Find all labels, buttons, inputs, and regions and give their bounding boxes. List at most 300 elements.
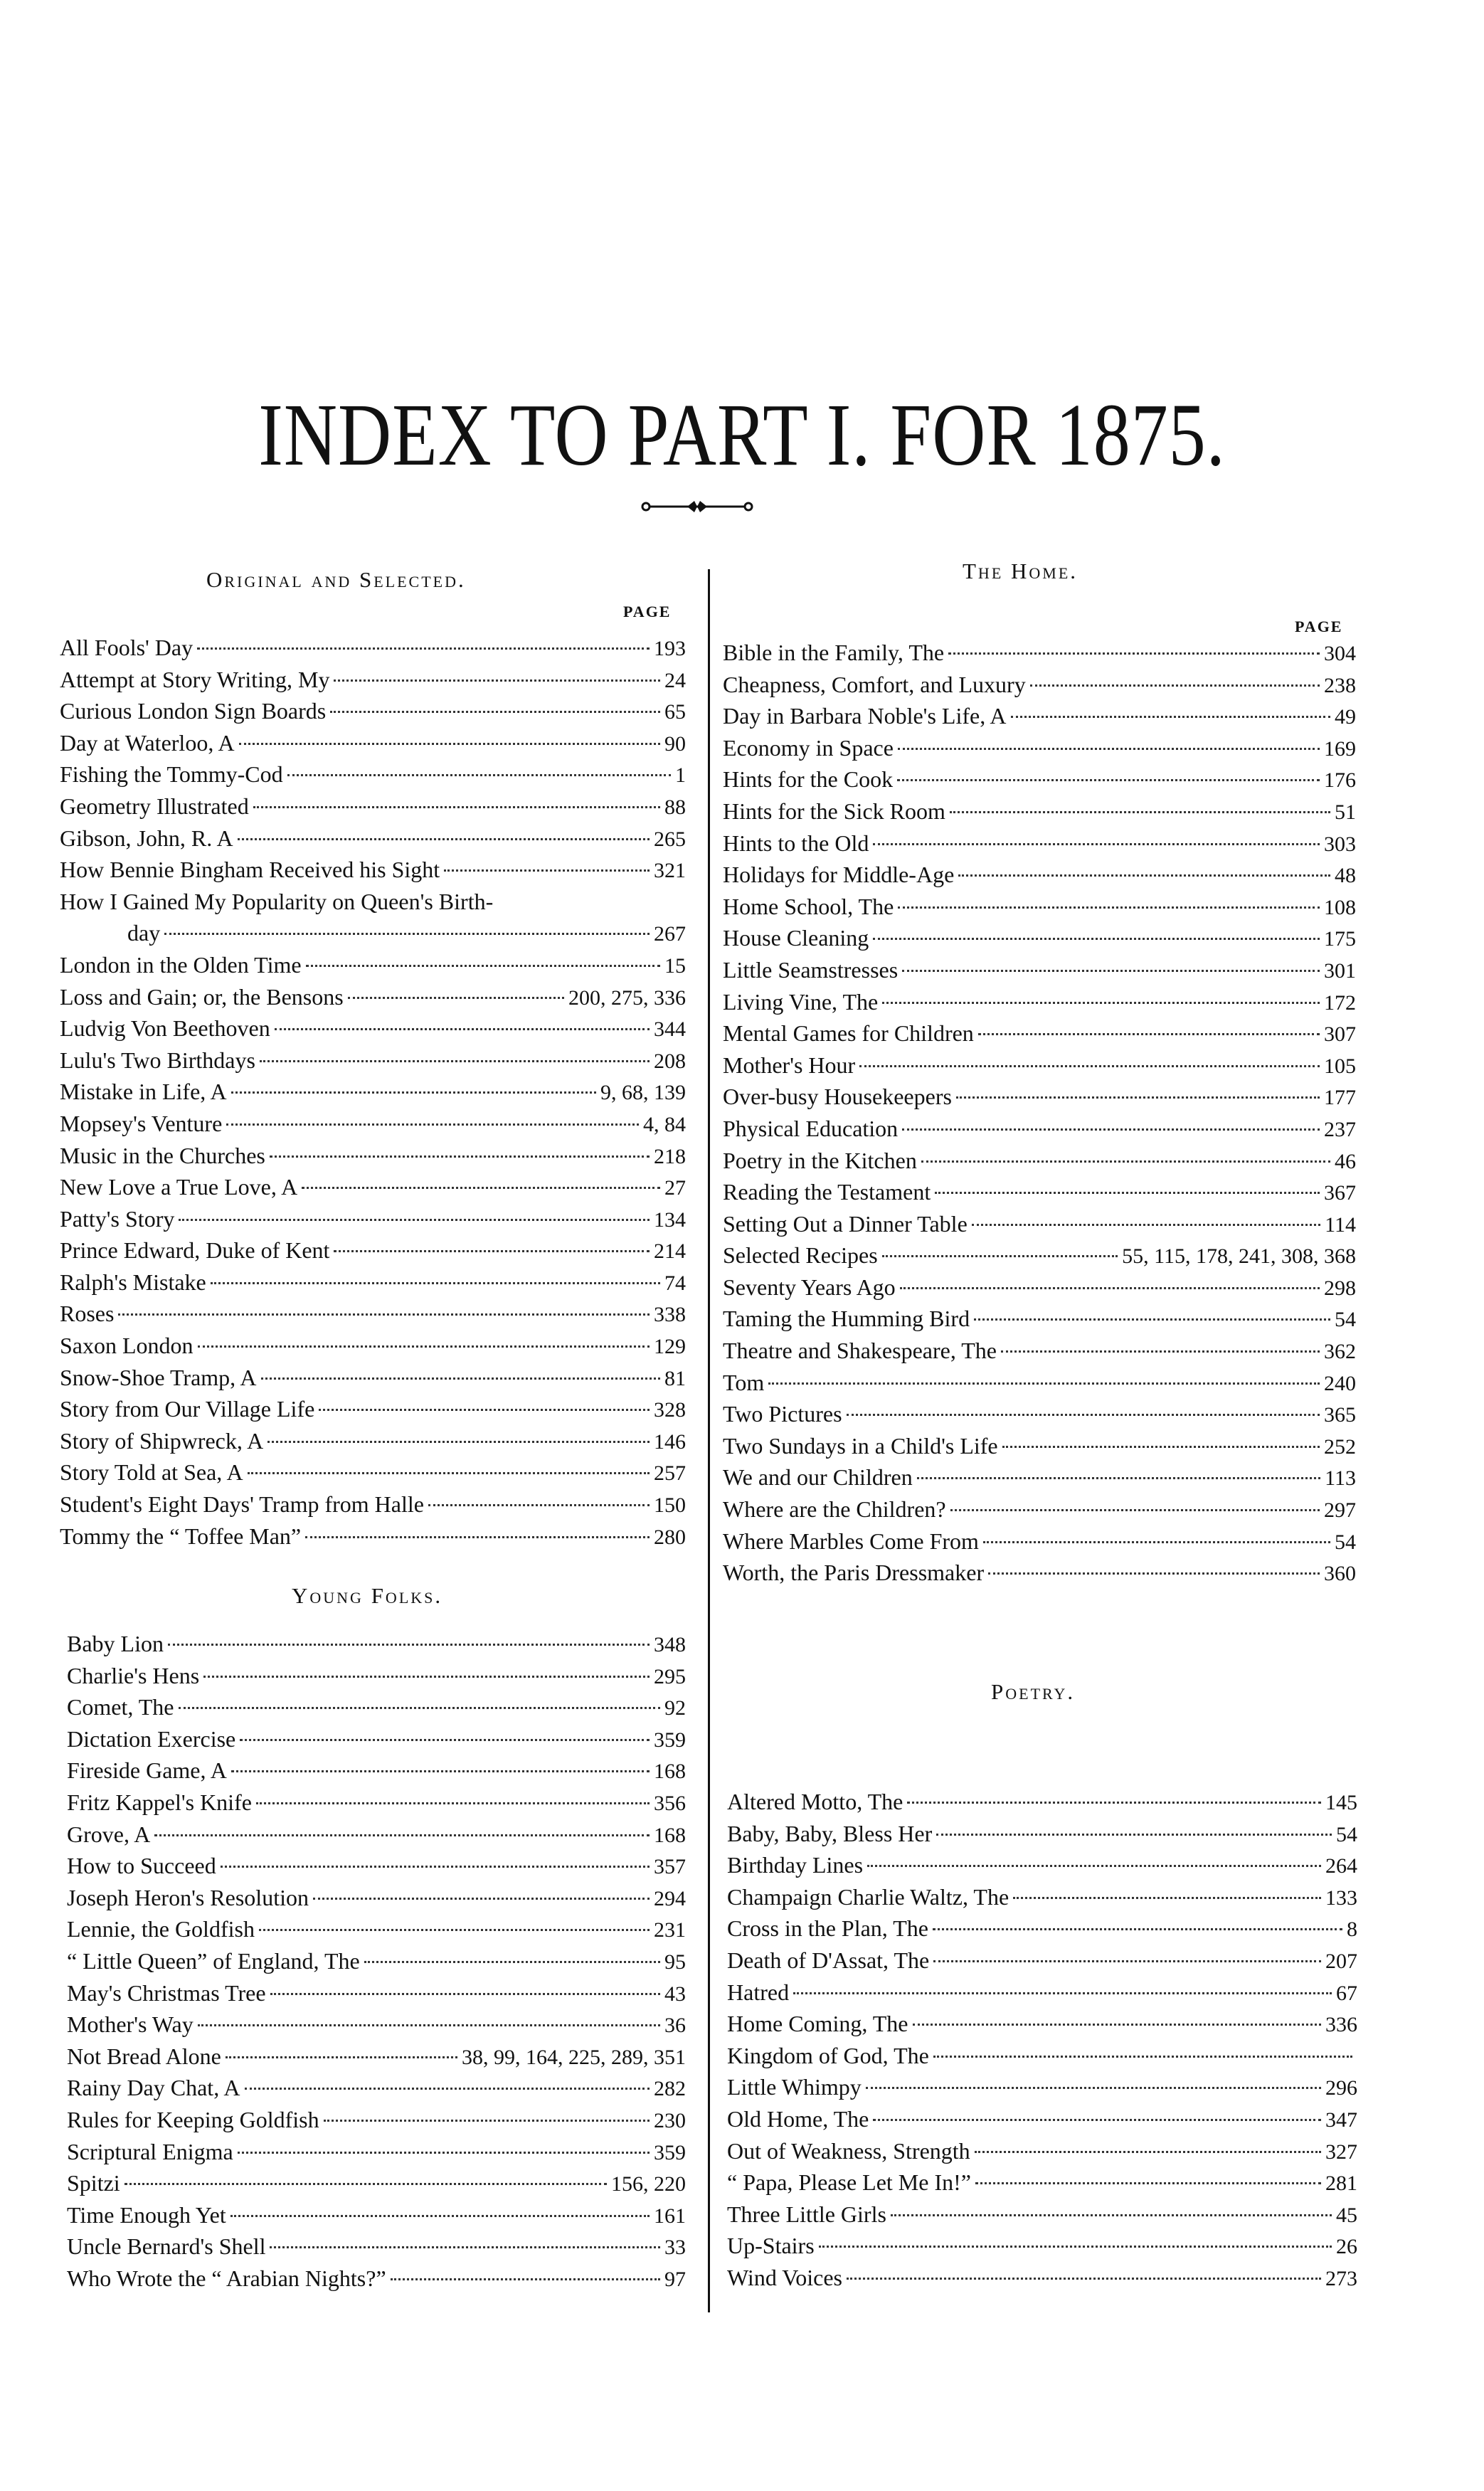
dot-leader [248, 1472, 650, 1474]
dot-leader [306, 965, 660, 967]
dot-leader [972, 1224, 1320, 1226]
entry-title: Day in Barbara Noble's Life, A [723, 703, 1007, 729]
entry-page-number: 90 [664, 731, 686, 756]
entry-page-number: 108 [1324, 895, 1356, 919]
entry-title: Cross in the Plan, The [727, 1915, 928, 1942]
entry-page-number: 231 [654, 1918, 686, 1942]
index-entry [723, 1017, 1356, 1049]
index-entry [67, 1882, 686, 1914]
dot-leader [238, 838, 650, 840]
entry-page-number: 214 [654, 1239, 686, 1264]
entry-title: Who Wrote the “ Arabian Nights?” [67, 2265, 386, 2291]
dot-leader [768, 1382, 1320, 1385]
dot-leader [348, 997, 564, 999]
dot-leader [444, 869, 650, 872]
entry-page-number: 359 [654, 2140, 686, 2164]
index-entry [67, 1787, 686, 1819]
section-heading-original: Original and Selected. [206, 567, 466, 592]
young-folks-index-list [67, 1628, 686, 2294]
index-entry [60, 1456, 686, 1488]
ornament-divider [640, 498, 754, 515]
dot-leader [950, 1509, 1320, 1511]
index-entry [67, 2263, 686, 2295]
dot-leader [197, 647, 650, 650]
index-entry [67, 2009, 686, 2041]
entry-title: Grove, A [67, 1821, 151, 1847]
entry-title: Three Little Girls [727, 2201, 886, 2227]
entry-page-number: 105 [1324, 1054, 1356, 1078]
dot-leader [847, 1414, 1320, 1416]
entry-page-number: 15 [664, 953, 686, 978]
dot-leader [231, 1091, 596, 1094]
entry-title: Tom [723, 1369, 765, 1395]
entry-page-number: 24 [664, 668, 686, 692]
index-entry [723, 1239, 1356, 1271]
entry-title: Ralph's Mistake [60, 1269, 206, 1295]
dot-leader [302, 1187, 660, 1189]
dot-leader [898, 748, 1320, 750]
entry-page-number: 26 [1336, 2235, 1357, 2259]
entry-page-number: 4, 84 [643, 1112, 686, 1136]
dot-leader [287, 774, 671, 776]
index-entry [727, 2071, 1357, 2103]
entry-page-number: 49 [1335, 705, 1356, 729]
entry-page-number: 298 [1324, 1276, 1356, 1300]
dot-leader [882, 1002, 1320, 1004]
entry-title: Economy in Space [723, 734, 894, 761]
dot-leader [428, 1504, 650, 1506]
dot-leader [859, 1065, 1320, 1067]
dot-leader [364, 1961, 660, 1963]
index-entry [723, 1049, 1356, 1081]
dot-leader [226, 1123, 639, 1126]
dot-leader [154, 1834, 650, 1836]
entry-page-number: 92 [664, 1696, 686, 1720]
entry-page-number: 54 [1335, 1530, 1356, 1554]
entry-page-number: 88 [664, 795, 686, 819]
entry-title: Taming the Humming Bird [723, 1306, 970, 1332]
dot-leader [334, 679, 660, 682]
dot-leader [1001, 1350, 1320, 1353]
index-entry [723, 859, 1356, 891]
dot-leader [1030, 684, 1320, 687]
index-entry [727, 2262, 1357, 2294]
entry-page-number: 175 [1324, 927, 1356, 951]
entry-page-number: 280 [654, 1525, 686, 1549]
entry-page-number: 45 [1336, 2203, 1357, 2227]
dot-leader [873, 2119, 1321, 2121]
index-entry [727, 2103, 1357, 2135]
dot-leader [847, 2278, 1321, 2280]
entry-page-number: 33 [664, 2236, 686, 2260]
index-entry [727, 1977, 1357, 2009]
index-entry [60, 632, 686, 664]
entry-title: Home School, The [723, 893, 894, 919]
entry-title: Loss and Gain; or, the Bensons [60, 983, 344, 1010]
home-index-list [723, 637, 1356, 1589]
entry-page-number: 218 [654, 1144, 686, 1168]
entry-page-number: 365 [1324, 1403, 1356, 1427]
entry-title: Little Seamstresses [723, 956, 899, 983]
index-entry [723, 1525, 1356, 1557]
entry-page-number: 43 [664, 1982, 686, 2006]
entry-title: Curious London Sign Boards [60, 698, 327, 724]
page-column-label: PAGE [623, 603, 672, 620]
entry-page-number: 208 [654, 1049, 686, 1073]
index-entry [67, 2167, 686, 2199]
dot-leader [950, 811, 1330, 813]
dot-leader [933, 2056, 1352, 2058]
dot-leader [260, 1060, 650, 1062]
entry-title: How Bennie Bingham Received his Sight [60, 857, 440, 883]
index-entry [60, 1488, 686, 1520]
entry-page-number: 301 [1324, 958, 1356, 983]
dot-leader [230, 2215, 650, 2217]
dot-leader [124, 2183, 607, 2185]
dot-leader [118, 1313, 650, 1316]
index-entry [723, 795, 1356, 827]
index-entry [727, 2230, 1357, 2262]
index-entry [60, 1330, 686, 1362]
dot-leader [259, 1929, 650, 1931]
entry-title: Kingdom of God, The [727, 2042, 929, 2068]
dot-leader [975, 2182, 1321, 2184]
entry-page-number: 146 [654, 1429, 686, 1454]
entry-title: Old Home, The [727, 2105, 869, 2132]
dot-leader [319, 1409, 650, 1411]
index-entry [67, 1945, 686, 1977]
index-entry [67, 1850, 686, 1882]
entry-title: Baby, Baby, Bless Her [727, 1820, 933, 1846]
index-entry [67, 1628, 686, 1660]
index-entry [727, 2199, 1357, 2231]
entry-page-number: 304 [1324, 642, 1356, 665]
entry-page-number: 65 [664, 700, 686, 724]
entry-page-number: 51 [1335, 800, 1356, 824]
entry-title: Theatre and Shakespeare, The [723, 1338, 997, 1364]
entry-title: Setting Out a Dinner Table [723, 1210, 968, 1237]
entry-page-number: 150 [654, 1493, 686, 1518]
entry-page-number: 55, 115, 178, 241, 308, 368 [1122, 1244, 1356, 1269]
dot-leader [198, 1345, 650, 1348]
entry-title: Not Bread Alone [67, 2043, 221, 2069]
entry-title: Hints for the Cook [723, 766, 894, 793]
entry-title: Bible in the Family, The [723, 640, 945, 665]
entry-page-number: 168 [654, 1823, 686, 1847]
index-entry [67, 2199, 686, 2231]
index-entry [67, 1819, 686, 1851]
entry-title: Day at Waterloo, A [60, 729, 235, 756]
index-entry [723, 1493, 1356, 1525]
index-entry [60, 1234, 686, 1266]
entry-title: Two Pictures [723, 1401, 842, 1427]
index-entry [60, 1076, 686, 1108]
entry-page-number: 328 [654, 1398, 686, 1422]
entry-title: Attempt at Story Writing, My [60, 666, 330, 692]
entry-title: Two Sundays in a Child's Life [723, 1432, 998, 1459]
entry-title: Story from Our Village Life [60, 1396, 315, 1422]
entry-title: Little Whimpy [727, 2074, 862, 2100]
entry-page-number: 177 [1324, 1086, 1356, 1110]
entry-page-number: 54 [1335, 1308, 1356, 1332]
entry-title: Physical Education [723, 1115, 899, 1141]
index-entry [67, 1660, 686, 1692]
index-entry [727, 1945, 1357, 1977]
entry-page-number: 281 [1325, 2172, 1357, 2196]
entry-title: Lennie, the Goldfish [67, 1916, 255, 1942]
entry-title: How I Gained My Popularity on Queen's Birth- [60, 888, 494, 914]
dot-leader [198, 2024, 660, 2026]
entry-page-number: 295 [654, 1664, 686, 1688]
dot-leader [330, 711, 660, 713]
index-entry [727, 1786, 1357, 1818]
dot-leader [391, 2278, 660, 2280]
entry-page-number: 252 [1324, 1434, 1356, 1459]
index-entry [723, 1303, 1356, 1335]
entry-title: Out of Weakness, Strength [727, 2137, 970, 2164]
entry-page-number: 129 [654, 1335, 686, 1359]
index-entry [67, 1977, 686, 2009]
dot-leader [978, 1033, 1320, 1035]
index-entry [727, 1849, 1357, 1881]
dot-leader [324, 2120, 650, 2122]
entry-title: Gibson, John, R. A [60, 825, 233, 851]
dot-leader [921, 1160, 1330, 1163]
dot-leader [313, 1898, 650, 1900]
section-heading-young-folks: Young Folks. [292, 1583, 443, 1608]
index-entry [727, 2167, 1357, 2199]
dot-leader [164, 933, 650, 935]
dot-leader [793, 1992, 1332, 1994]
entry-page-number: 296 [1325, 2076, 1357, 2100]
dot-leader [203, 1676, 650, 1678]
index-entry [723, 637, 1356, 669]
entry-title: Charlie's Hens [67, 1662, 200, 1688]
index-entry [723, 732, 1356, 764]
dot-leader [270, 2246, 660, 2248]
entry-title: Cheapness, Comfort, and Luxury [723, 671, 1026, 697]
index-entry [60, 1362, 686, 1394]
entry-page-number: 303 [1324, 832, 1356, 856]
index-entry [67, 2104, 686, 2136]
entry-page-number: 360 [1324, 1562, 1356, 1586]
entry-page-number: 265 [654, 827, 686, 851]
index-entry [67, 2231, 686, 2263]
index-entry [723, 1461, 1356, 1493]
entry-title: Mopsey's Venture [60, 1110, 223, 1136]
entry-title: Saxon London [60, 1333, 194, 1359]
entry-title: Hatred [727, 1979, 790, 2005]
entry-page-number: 294 [654, 1886, 686, 1910]
index-entry [67, 1723, 686, 1755]
entry-page-number: 134 [654, 1207, 686, 1232]
index-entry [723, 986, 1356, 1018]
index-entry [727, 2008, 1357, 2040]
entry-title: Lulu's Two Birthdays [60, 1047, 255, 1073]
entry-page-number: 207 [1325, 1949, 1357, 1973]
index-entry [60, 886, 686, 918]
dot-leader [948, 652, 1320, 655]
entry-title: Where are the Children? [723, 1496, 946, 1523]
index-entry [60, 1108, 686, 1140]
entry-page-number: 48 [1335, 864, 1356, 888]
index-entry [727, 1913, 1357, 1945]
entry-page-number: 8 [1347, 1918, 1357, 1942]
dot-leader [907, 1802, 1321, 1804]
index-entry [60, 1520, 686, 1553]
index-entry [60, 1425, 686, 1457]
entry-page-number: 321 [654, 859, 686, 883]
dot-leader [256, 1802, 650, 1804]
dot-leader [267, 1441, 650, 1443]
dot-leader [897, 779, 1320, 781]
index-entry [723, 1271, 1356, 1303]
index-entry [723, 922, 1356, 954]
index-entry [727, 2135, 1357, 2167]
entry-page-number: 169 [1324, 736, 1356, 761]
entry-page-number: 338 [654, 1303, 686, 1327]
entry-page-number: 362 [1324, 1340, 1356, 1364]
entry-title: Time Enough Yet [67, 2201, 226, 2228]
entry-page-number: 273 [1325, 2266, 1357, 2290]
entry-title: Joseph Heron's Resolution [67, 1884, 309, 1910]
dot-leader [882, 1255, 1118, 1257]
index-entry [723, 1367, 1356, 1399]
entry-title: “ Little Queen” of England, The [67, 1947, 360, 1974]
entry-title: Hints to the Old [723, 830, 869, 856]
entry-title: May's Christmas Tree [67, 1979, 266, 2006]
entry-title: Up-Stairs [727, 2233, 815, 2259]
entry-page-number: 359 [654, 1728, 686, 1752]
index-entry [60, 1044, 686, 1077]
entry-page-number: 36 [664, 2014, 686, 2038]
entry-title: Living Vine, The [723, 988, 879, 1015]
index-entry [723, 1208, 1356, 1240]
entry-page-number: 230 [654, 2108, 686, 2132]
index-entry [727, 2040, 1357, 2072]
entry-title: Scriptural Enigma [67, 2138, 233, 2164]
index-entry [67, 1913, 686, 1945]
entry-page-number: 168 [654, 1760, 686, 1784]
dot-leader [240, 1739, 650, 1741]
index-entry [723, 669, 1356, 701]
entry-page-number: 344 [654, 1017, 686, 1042]
entry-page-number: 200, 275, 336 [568, 985, 686, 1010]
index-entry [723, 954, 1356, 986]
entry-title: Reading the Testament [723, 1179, 931, 1205]
index-entry [60, 1012, 686, 1044]
entry-title: All Fools' Day [60, 635, 194, 660]
entry-title: Death of D'Assat, The [727, 1947, 930, 1973]
entry-page-number: 54 [1336, 1822, 1357, 1846]
entry-page-number: 264 [1325, 1854, 1357, 1878]
dot-leader [988, 1572, 1320, 1575]
dot-leader [179, 1707, 661, 1709]
index-entry [67, 2136, 686, 2168]
entry-page-number: 46 [1335, 1149, 1356, 1173]
index-entry [723, 1081, 1356, 1113]
index-entry [60, 917, 686, 949]
entry-page-number: 145 [1325, 1791, 1357, 1814]
index-entry [723, 1430, 1356, 1462]
dot-leader [936, 1834, 1332, 1836]
dot-leader [873, 843, 1320, 845]
entry-title: Snow-Shoe Tramp, A [60, 1364, 257, 1390]
dot-leader [334, 1250, 650, 1252]
index-entry [723, 1557, 1356, 1589]
entry-page-number: 81 [664, 1366, 686, 1390]
entry-title: Home Coming, The [727, 2011, 908, 2037]
entry-title: Story Told at Sea, A [60, 1459, 243, 1486]
entry-title: How to Succeed [67, 1853, 216, 1879]
dot-leader [1013, 1897, 1321, 1899]
entry-page-number: 357 [654, 1855, 686, 1879]
index-entry [67, 2041, 686, 2073]
dot-leader [305, 1536, 650, 1538]
column-divider [708, 569, 710, 2312]
entry-page-number: 238 [1324, 673, 1356, 697]
poetry-index-list [727, 1786, 1357, 2294]
dot-leader [956, 1096, 1320, 1099]
dot-leader [902, 1128, 1320, 1131]
index-entry [723, 1176, 1356, 1208]
entry-title: Music in the Churches [60, 1142, 265, 1168]
index-entry [723, 1145, 1356, 1177]
index-entry [67, 1755, 686, 1787]
entry-page-number: 67 [1336, 1981, 1357, 2005]
entry-title: Tommy the “ Toffee Man” [60, 1523, 302, 1549]
dot-leader [933, 1960, 1321, 1962]
entry-title: London in the Olden Time [60, 951, 302, 978]
entry-title: New Love a True Love, A [60, 1174, 298, 1200]
index-entry [727, 1881, 1357, 1913]
entry-page-number: 156, 220 [611, 2172, 686, 2196]
index-entry [723, 700, 1356, 732]
dot-leader [891, 2214, 1332, 2216]
index-entry [60, 1393, 686, 1425]
entry-title: Selected Recipes [723, 1242, 878, 1269]
dot-leader [179, 1219, 650, 1221]
entry-page-number: 193 [654, 637, 686, 660]
entry-page-number: 172 [1324, 990, 1356, 1015]
entry-title: Seventy Years Ago [723, 1274, 896, 1300]
dot-leader [239, 743, 660, 745]
entry-page-number: 114 [1325, 1212, 1356, 1237]
index-entry [60, 823, 686, 855]
dot-leader [900, 1287, 1320, 1289]
entry-title: Dictation Exercise [67, 1725, 236, 1752]
entry-title: Birthday Lines [727, 1852, 864, 1878]
dot-leader [1011, 716, 1330, 718]
dot-leader [261, 1377, 661, 1380]
index-entry [60, 1298, 686, 1330]
entry-page-number: 257 [654, 1461, 686, 1486]
dot-leader [1002, 1446, 1320, 1448]
index-entry [60, 1266, 686, 1299]
section-heading-poetry: Poetry. [991, 1679, 1076, 1704]
dot-leader [238, 2152, 650, 2154]
dot-leader [898, 906, 1320, 909]
entry-page-number: 74 [664, 1271, 686, 1295]
entry-page-number: 282 [654, 2077, 686, 2101]
entry-page-number: 237 [1324, 1117, 1356, 1141]
index-entry [67, 1691, 686, 1723]
entry-page-number: 347 [1325, 2107, 1357, 2132]
entry-page-number: 356 [654, 1791, 686, 1815]
index-entry [60, 854, 686, 886]
index-entry [723, 1113, 1356, 1145]
page-column-label: PAGE [1295, 618, 1343, 635]
